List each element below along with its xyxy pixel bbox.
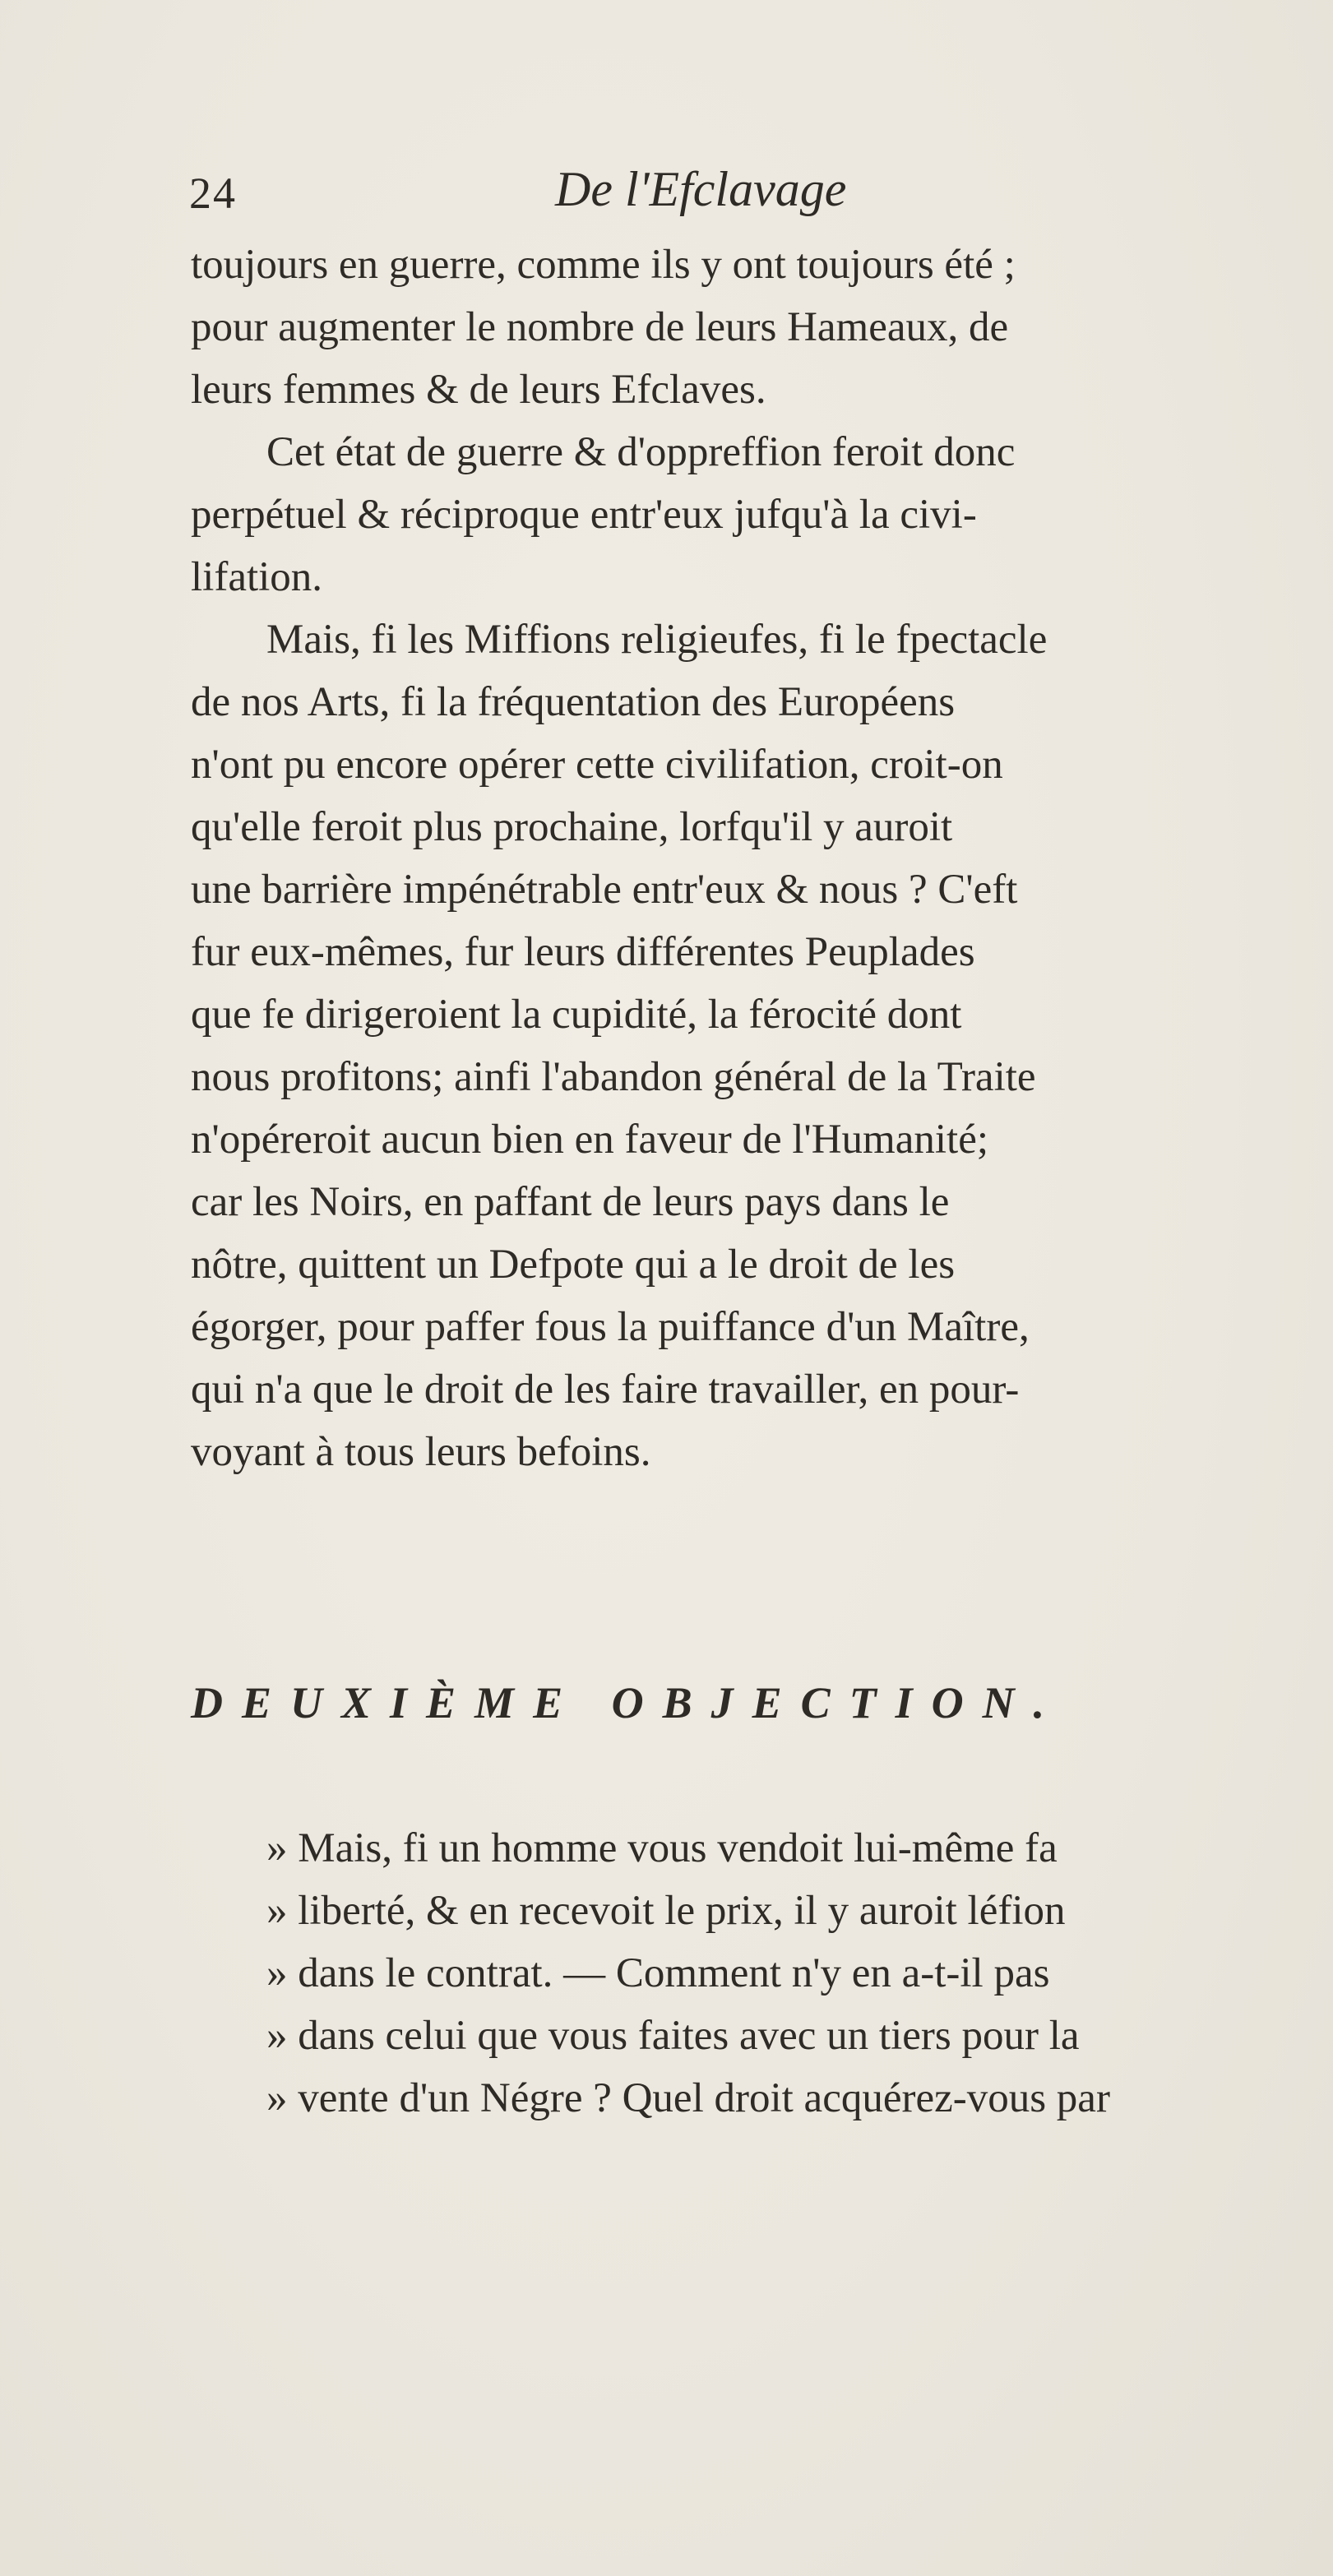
text-line: de nos Arts, fi la fréquentation des Européens [191, 679, 956, 725]
text-line: n'ont pu encore opérer cette civilifation, croit-on [191, 742, 1003, 788]
text-line: qu'elle feroit plus prochaine, lorfqu'il y auroit [191, 804, 953, 850]
text-line: égorger, pour paffer fous la puiffance d'un Maître, [191, 1304, 1030, 1350]
quoted-line: » dans celui que vous faites avec un tiers pour la [266, 2013, 1080, 2059]
text-line: une barrière impénétrable entr'eux & nous ? C'eft [191, 867, 1018, 913]
text-line: lifation. [191, 554, 323, 600]
quoted-line: » liberté, & en recevoit le prix, il y auroit léfion [266, 1888, 1066, 1934]
text-line: Cet état de guerre & d'oppreffion feroit donc [266, 429, 1016, 475]
quoted-line: » dans le contrat. — Comment n'y en a-t-il pas [266, 1950, 1050, 1996]
text-line: car les Noirs, en paffant de leurs pays dans le [191, 1179, 950, 1225]
text-line: Mais, fi les Miffions religieufes, fi le fpectacle [266, 617, 1048, 663]
text-line: n'opéreroit aucun bien en faveur de l'Humanité; [191, 1117, 988, 1163]
quoted-line: » Mais, fi un homme vous vendoit lui-même fa [266, 1825, 1058, 1871]
text-line: qui n'a que le droit de les faire travailler, en pour- [191, 1367, 1020, 1413]
text-line: voyant à tous leurs befoins. [191, 1429, 651, 1475]
text-line: que fe dirigeroient la cupidité, la férocité dont [191, 992, 962, 1038]
body-text [191, 234, 1309, 1483]
text-line: toujours en guerre, comme ils y ont toujours été ; [191, 242, 1016, 288]
text-line: pour augmenter le nombre de leurs Hameaux, de [191, 304, 1009, 350]
text-line: leurs femmes & de leurs Efclaves. [191, 367, 766, 413]
text-line: perpétuel & réciproque entr'eux jufqu'à la civi- [191, 492, 977, 538]
text-line: nous profitons; ainfi l'abandon général de la Traite [191, 1054, 1036, 1100]
page-number: 24 [189, 169, 237, 218]
objection-text [191, 1817, 1309, 2130]
text-line: nôtre, quittent un Defpote qui a le droit de les [191, 1242, 956, 1288]
page-header [189, 161, 1110, 235]
quoted-line: » vente d'un Négre ? Quel droit acquérez-vous par [266, 2075, 1110, 2121]
running-title: De l'Efclavage [555, 162, 847, 216]
section-heading: DEUXIÈME OBJECTION. [191, 1678, 1064, 1727]
text-line: fur eux-mêmes, fur leurs différentes Peuplades [191, 929, 975, 975]
